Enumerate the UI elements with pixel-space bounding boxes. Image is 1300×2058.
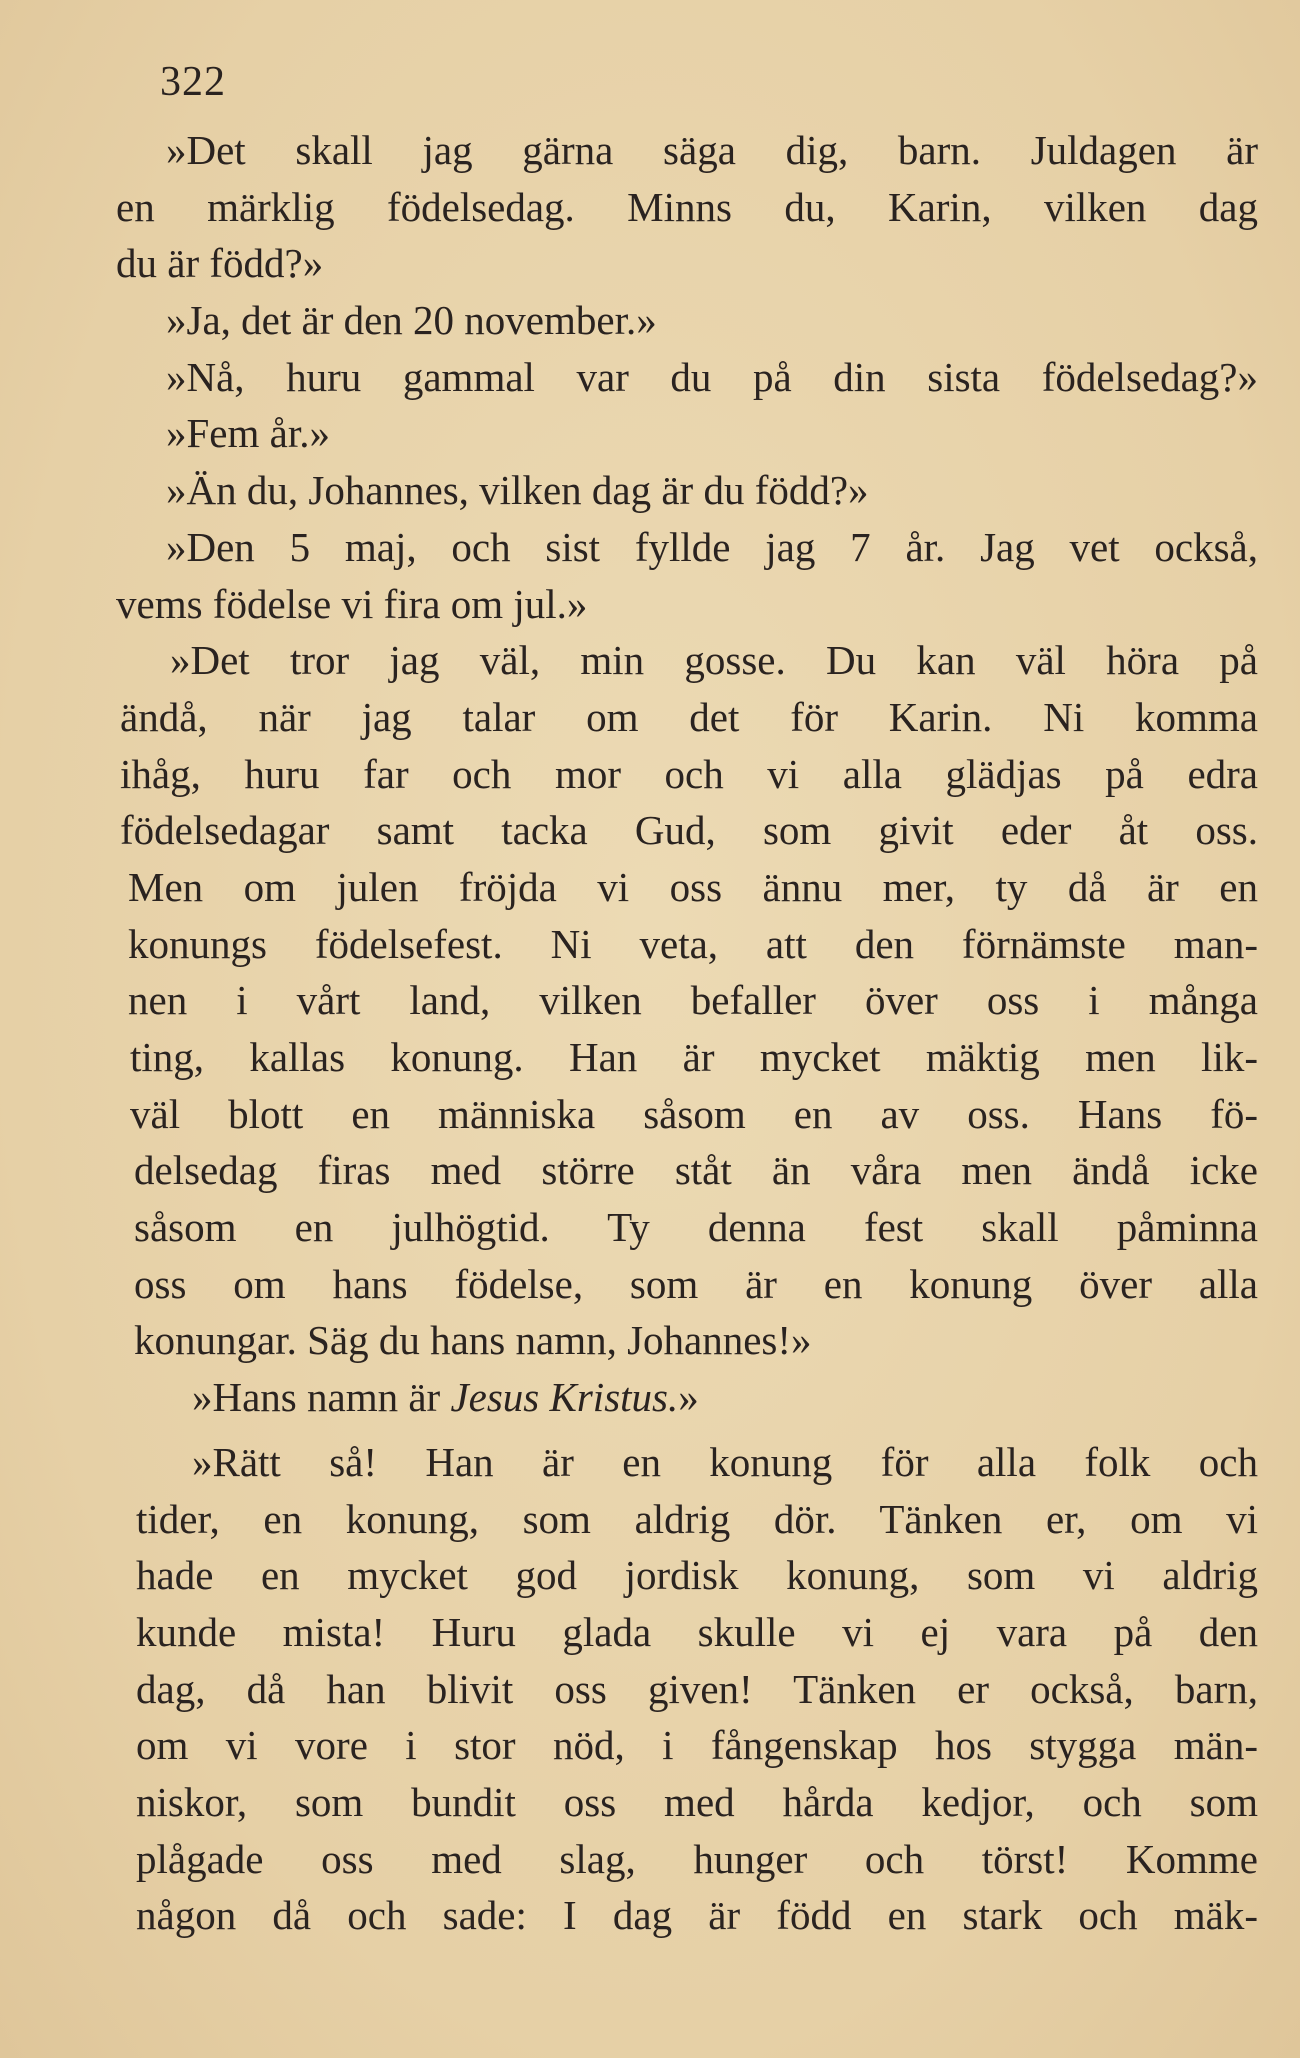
text-line: väl blott en människa såsom en av oss. Hans fö- [130,1090,1258,1137]
text-line: Men om julen fröjda vi oss ännu mer, ty då är en [128,863,1258,910]
text-line: delsedag firas med större ståt än våra men ändå icke [134,1147,1258,1194]
text-line: såsom en julhögtid. Ty denna fest skall påminna [134,1204,1258,1251]
text-line: födelsedagar samt tacka Gud, som givit eder åt oss. [120,807,1258,854]
text-line: »Den 5 maj, och sist fyllde jag 7 år. Jag vet också, [166,523,1258,570]
jesus-line-italic: Jesus Kristus. [450,1374,679,1421]
body-text [116,122,1258,1944]
jesus-line-prefix: »Hans namn är [192,1374,451,1421]
text-line: tider, en konung, som aldrig dör. Tänken er, om vi [136,1495,1258,1542]
text-line: »Nå, huru gammal var du på din sista födelsedag?» [166,353,1258,400]
text-line: kunde mista! Huru glada skulle vi ej vara på den [136,1608,1258,1655]
text-line: »Rätt så! Han är en konung för alla folk och [192,1438,1258,1485]
text-line: nen i vårt land, vilken befaller över oss i många [128,977,1258,1024]
text-line: om vi vore i stor nöd, i fångenskap hos stygga män- [136,1722,1258,1769]
text-line: plågade oss med slag, hunger och törst! Komme [136,1835,1258,1882]
text-line: konungs födelsefest. Ni veta, att den förnämste man- [128,920,1258,967]
text-line: »Ja, det är den 20 november.» [166,297,657,344]
text-line: dag, då han blivit oss given! Tänken er också, barn, [136,1665,1258,1712]
text-line: »Det tror jag väl, min gosse. Du kan väl höra på [170,637,1258,684]
page-number: 322 [160,59,226,105]
jesus-line-suffix: » [678,1374,699,1421]
text-line-jesus [136,1369,1258,1426]
text-line: du är född?» [116,240,324,287]
text-line: konungar. Säg du hans namn, Johannes!» [134,1317,812,1364]
text-line: »Det skall jag gärna säga dig, barn. Juldagen är [166,127,1258,173]
text-line: niskor, som bundit oss med hårda kedjor, och som [136,1778,1258,1825]
text-line: en märklig födelsedag. Minns du, Karin, vilken dag [116,183,1258,230]
text-line: oss om hans födelse, som är en konung över alla [134,1260,1258,1307]
text-line: »Fem år.» [166,410,330,457]
text-line: hade en mycket god jordisk konung, som vi aldrig [136,1552,1258,1599]
text-line: ihåg, huru far och mor och vi alla glädjas på edra [120,750,1258,797]
text-line: ting, kallas konung. Han är mycket mäktig men lik- [130,1034,1258,1080]
text-line: »Än du, Johannes, vilken dag är du född?» [166,467,869,514]
text-line: vems födelse vi fira om jul.» [116,580,588,627]
text-line: ändå, när jag talar om det för Karin. Ni komma [120,693,1258,740]
text-line: någon då och sade: I dag är född en stark och mäk- [136,1892,1258,1939]
